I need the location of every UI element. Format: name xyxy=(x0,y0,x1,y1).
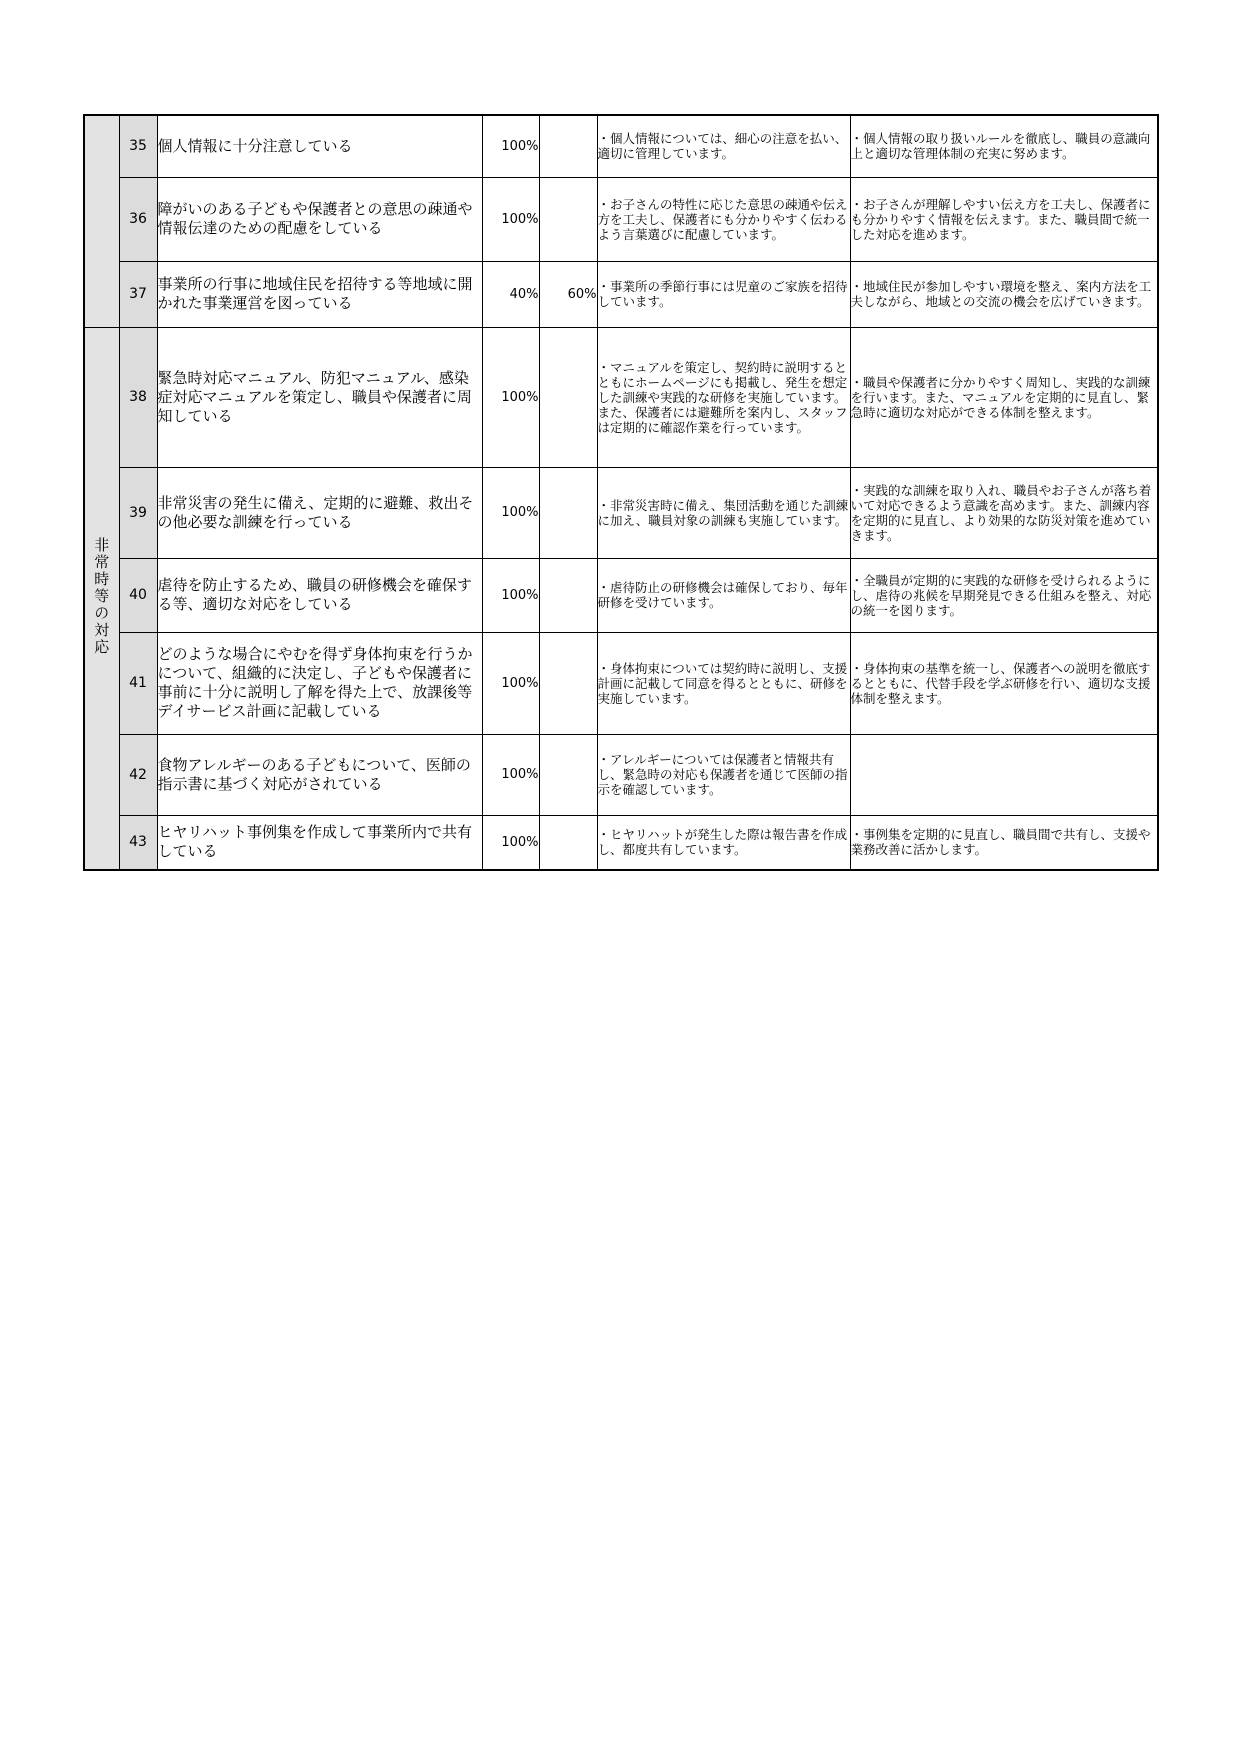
question-text: どのような場合にやむを得ず身体拘束を行うかについて、組織的に決定し、子どもや保護者に事前に十分に説明し了解を得た上で、放課後等デイサービス計画に記載している xyxy=(157,632,482,734)
office-comment: ・マニュアルを策定し、契約時に説明するとともにホームページにも掲載し、発生を想定した訓練や実践的な研修を実施しています。また、保護者には避難所を案内し、スタッフは定期的に確認作業を行っています。 xyxy=(597,327,850,467)
office-comment: ・非常災害時に備え、集団活動を通じた訓練に加え、職員対象の訓練も実施しています。 xyxy=(597,467,850,558)
no-percent xyxy=(539,177,597,261)
table-row xyxy=(84,261,1158,327)
improvement-plan xyxy=(850,734,1158,815)
no-percent xyxy=(539,558,597,632)
question-text: 障がいのある子どもや保護者との意思の疎通や情報伝達のための配慮をしている xyxy=(157,177,482,261)
yes-percent: 100% xyxy=(482,632,539,734)
question-text: 非常災害の発生に備え、定期的に避難、救出その他必要な訓練を行っている xyxy=(157,467,482,558)
improvement-plan: ・個人情報の取り扱いルールを徹底し、職員の意識向上と適切な管理体制の充実に努めます。 xyxy=(850,115,1158,177)
no-percent: 60% xyxy=(539,261,597,327)
item-number: 43 xyxy=(119,815,157,870)
yes-percent: 100% xyxy=(482,327,539,467)
no-percent xyxy=(539,115,597,177)
no-percent xyxy=(539,815,597,870)
question-text: 個人情報に十分注意している xyxy=(157,115,482,177)
office-comment: ・事業所の季節行事には児童のご家族を招待しています。 xyxy=(597,261,850,327)
category-cell xyxy=(84,327,119,870)
yes-percent: 100% xyxy=(482,558,539,632)
improvement-plan: ・全職員が定期的に実践的な研修を受けられるようにし、虐待の兆候を早期発見できる仕組みを整え、対応の統一を図ります。 xyxy=(850,558,1158,632)
office-comment: ・お子さんの特性に応じた意思の疎通や伝え方を工夫し、保護者にも分かりやすく伝わるよう言葉選びに配慮しています。 xyxy=(597,177,850,261)
item-number: 38 xyxy=(119,327,157,467)
office-comment: ・ヒヤリハットが発生した際は報告書を作成し、都度共有しています。 xyxy=(597,815,850,870)
table-row xyxy=(84,467,1158,558)
item-number: 40 xyxy=(119,558,157,632)
office-comment: ・アレルギーについては保護者と情報共有し、緊急時の対応も保護者を通じて医師の指示を確認しています。 xyxy=(597,734,850,815)
improvement-plan: ・身体拘束の基準を統一し、保護者への説明を徹底するとともに、代替手段を学ぶ研修を行い、適切な支援体制を整えます。 xyxy=(850,632,1158,734)
question-text: 緊急時対応マニュアル、防犯マニュアル、感染症対応マニュアルを策定し、職員や保護者に周知している xyxy=(157,327,482,467)
category-cell xyxy=(84,115,119,327)
item-number: 41 xyxy=(119,632,157,734)
table-row xyxy=(84,115,1158,177)
yes-percent: 100% xyxy=(482,467,539,558)
item-number: 42 xyxy=(119,734,157,815)
improvement-plan: ・地域住民が参加しやすい環境を整え、案内方法を工夫しながら、地域との交流の機会を広げていきます。 xyxy=(850,261,1158,327)
question-text: 虐待を防止するため、職員の研修機会を確保する等、適切な対応をしている xyxy=(157,558,482,632)
table-row xyxy=(84,734,1158,815)
item-number: 37 xyxy=(119,261,157,327)
improvement-plan: ・実践的な訓練を取り入れ、職員やお子さんが落ち着いて対応できるよう意識を高めます。また、訓練内容を定期的に見直し、より効果的な防災対策を進めていきます。 xyxy=(850,467,1158,558)
yes-percent: 40% xyxy=(482,261,539,327)
no-percent xyxy=(539,327,597,467)
item-number: 35 xyxy=(119,115,157,177)
question-text: 事業所の行事に地域住民を招待する等地域に開かれた事業運営を図っている xyxy=(157,261,482,327)
table-row xyxy=(84,327,1158,467)
item-number: 39 xyxy=(119,467,157,558)
no-percent xyxy=(539,632,597,734)
table-row xyxy=(84,177,1158,261)
improvement-plan: ・職員や保護者に分かりやすく周知し、実践的な訓練を行います。また、マニュアルを定期的に見直し、緊急時に適切な対応ができる体制を整えます。 xyxy=(850,327,1158,467)
table-row xyxy=(84,632,1158,734)
no-percent xyxy=(539,467,597,558)
table-row xyxy=(84,558,1158,632)
question-text: 食物アレルギーのある子どもについて、医師の指示書に基づく対応がされている xyxy=(157,734,482,815)
yes-percent: 100% xyxy=(482,177,539,261)
item-number: 36 xyxy=(119,177,157,261)
yes-percent: 100% xyxy=(482,115,539,177)
office-comment: ・個人情報については、細心の注意を払い、適切に管理しています。 xyxy=(597,115,850,177)
office-comment: ・身体拘束については契約時に説明し、支援計画に記載して同意を得るとともに、研修を実施しています。 xyxy=(597,632,850,734)
table-row xyxy=(84,815,1158,870)
improvement-plan: ・お子さんが理解しやすい伝え方を工夫し、保護者にも分かりやすく情報を伝えます。また、職員間で統一した対応を進めます。 xyxy=(850,177,1158,261)
category-label: 非常時等の対応 xyxy=(92,536,111,656)
yes-percent: 100% xyxy=(482,734,539,815)
no-percent xyxy=(539,734,597,815)
office-comment: ・虐待防止の研修機会は確保しており、毎年研修を受けています。 xyxy=(597,558,850,632)
improvement-plan: ・事例集を定期的に見直し、職員間で共有し、支援や業務改善に活かします。 xyxy=(850,815,1158,870)
yes-percent: 100% xyxy=(482,815,539,870)
evaluation-table xyxy=(83,114,1159,871)
question-text: ヒヤリハット事例集を作成して事業所内で共有している xyxy=(157,815,482,870)
